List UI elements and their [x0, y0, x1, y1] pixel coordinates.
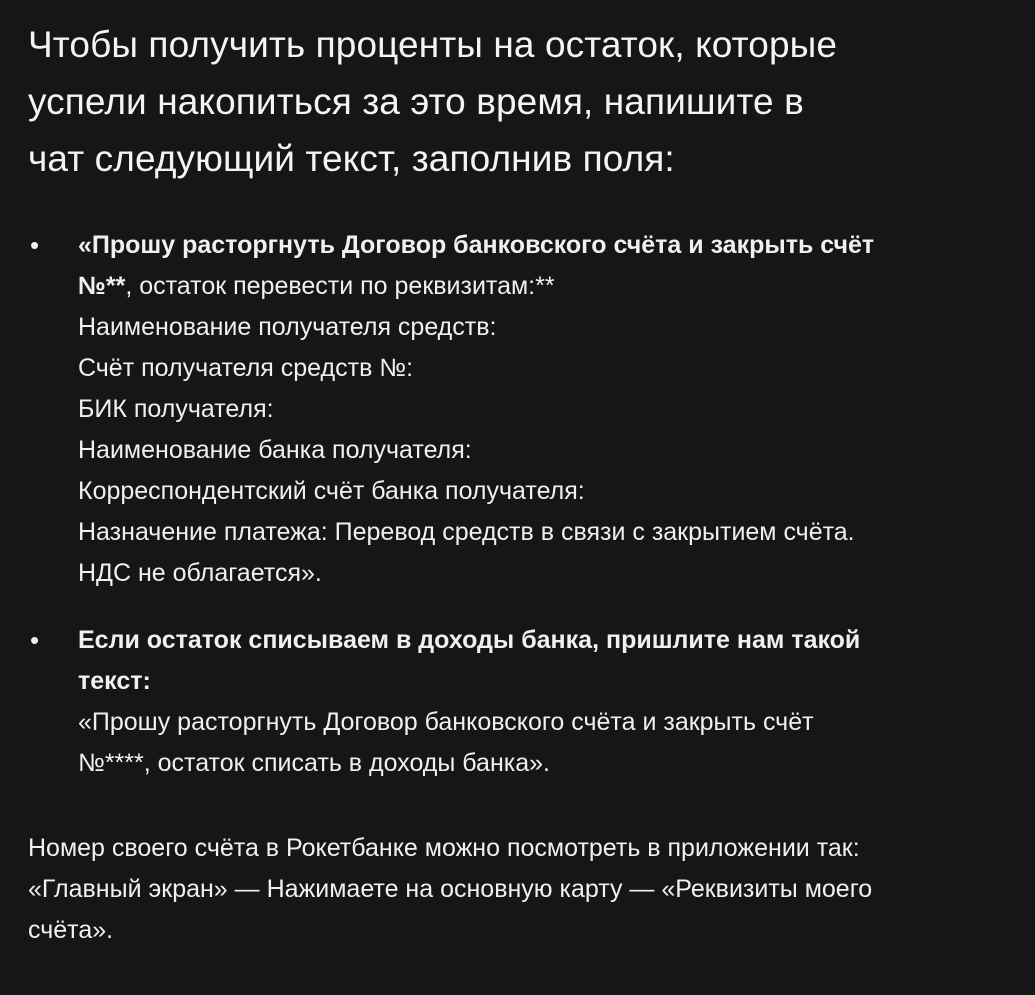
headline-line-1: Чтобы получить проценты на остаток, которые: [28, 24, 838, 65]
template-transfer-text: , остаток перевести по реквизитам:**: [125, 272, 555, 300]
note-line-3: счёта».: [28, 916, 114, 944]
field-recipient-bik: БИК получателя:: [78, 395, 274, 423]
bullet-icon: •: [30, 230, 40, 260]
field-correspondent-account: Корреспондентский счёт банка получателя:: [78, 477, 585, 505]
bullet-icon: •: [30, 625, 40, 655]
bank-income-template-line-1: «Прошу расторгнуть Договор банковского счёта и закрыть счёт: [78, 708, 814, 736]
field-vat-note: НДС не облагается».: [78, 559, 322, 587]
headline-line-2: успели накопиться за это время, напишите в: [28, 81, 804, 122]
template-account-placeholder: №**: [78, 272, 126, 300]
instruction-list: [28, 225, 1009, 784]
field-payment-purpose: Назначение платежа: Перевод средств в связи с закрытием счёта.: [78, 518, 855, 546]
field-recipient-bank: Наименование банка получателя:: [78, 436, 472, 464]
bank-income-heading-line-2: текст:: [78, 667, 151, 695]
note-line-2: «Главный экран» — Нажимаете на основную карту — «Реквизиты моего: [28, 875, 873, 903]
list-item-close-transfer: [28, 225, 1009, 594]
template-title-line-1: «Прошу расторгнуть Договор банковского счёта и закрыть счёт: [78, 231, 875, 259]
account-number-note: [28, 828, 1003, 951]
bank-income-template-line-2: №****, остаток списать в доходы банка».: [78, 749, 550, 777]
note-line-1: Номер своего счёта в Рокетбанке можно посмотреть в приложении так:: [28, 834, 860, 862]
field-recipient-name: Наименование получателя средств:: [78, 313, 497, 341]
template-title-line-2: [78, 266, 1009, 307]
field-recipient-account: Счёт получателя средств №:: [78, 354, 414, 382]
list-item-bank-income: [28, 620, 1009, 784]
headline: [28, 16, 1018, 187]
bank-income-heading-line-1: Если остаток списываем в доходы банка, пришлите нам такой: [78, 626, 861, 654]
headline-line-3: чат следующий текст, заполнив поля:: [28, 138, 675, 179]
